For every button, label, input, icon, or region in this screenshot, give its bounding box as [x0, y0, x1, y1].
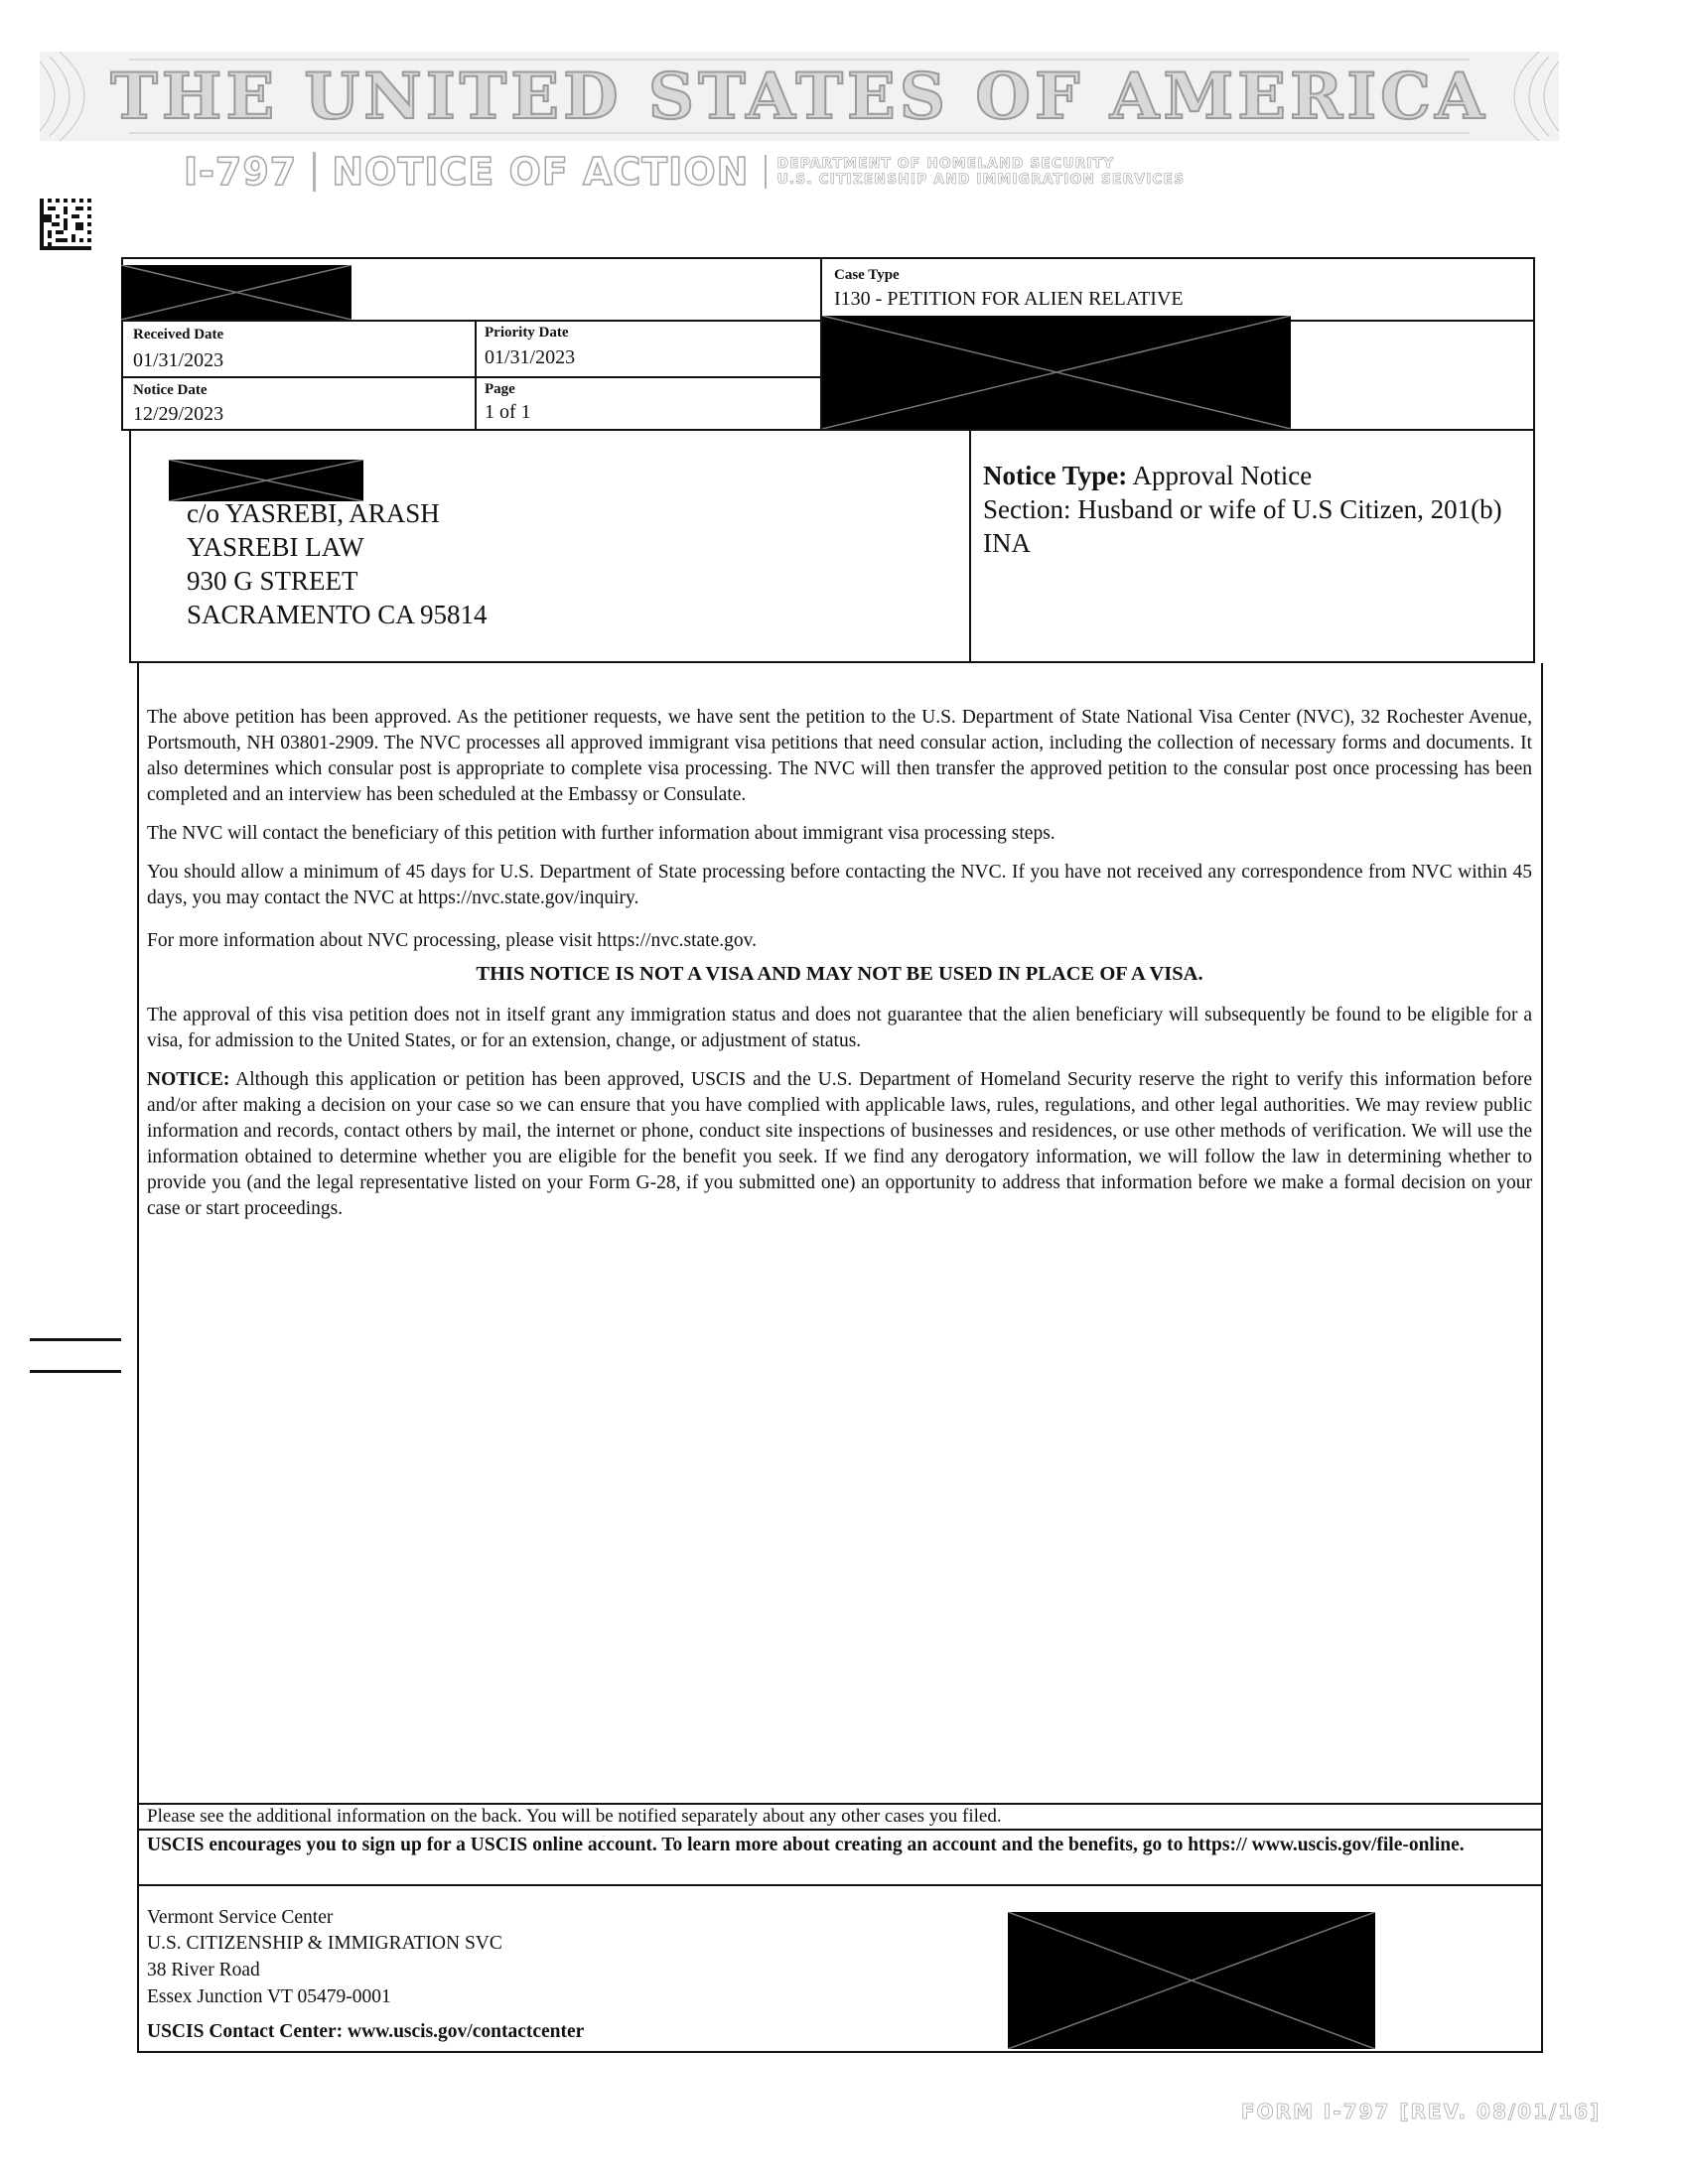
paragraph: The approval of this visa petition does not in itself grant any immigration status and does not guarantee that the alien beneficiary will subsequently be found to be eligible for a visa, for admission to the United States, or for an extension, change, or adjustment of status.	[147, 1005, 1532, 1051]
redacted-box	[822, 316, 1291, 429]
notice-section: Section: Husband or wife of U.S Citizen, 201(b) INA	[983, 494, 1502, 558]
rule	[1541, 663, 1543, 2053]
rule	[121, 376, 820, 378]
rule	[137, 2051, 1543, 2053]
form-header	[184, 147, 1185, 197]
margin-mark	[30, 1338, 121, 1341]
address-line-4: SACRAMENTO CA 95814	[187, 600, 488, 629]
notice-date-label: Notice Date	[133, 382, 208, 398]
rule	[475, 320, 477, 429]
address-line-2: YASREBI LAW	[187, 532, 364, 562]
service-center-line-4: Essex Junction VT 05479-0001	[147, 1986, 391, 2007]
page-label: Page	[485, 381, 515, 397]
visa-warning: THIS NOTICE IS NOT A VISA AND MAY NOT BE USED IN PLACE OF A VISA.	[476, 963, 1203, 985]
rule	[121, 429, 1535, 431]
form-code: I-797	[184, 150, 298, 194]
priority-date-value: 01/31/2023	[485, 346, 576, 368]
form-revision: FORM I-797 [REV. 08/01/16]	[1241, 2100, 1602, 2123]
rule	[129, 661, 1535, 663]
rule	[137, 1884, 1543, 1886]
redacted-box	[169, 460, 363, 501]
paragraph: The NVC will contact the beneficiary of this petition with further information about immigrant visa processing steps.	[147, 823, 1055, 844]
notice-type-block	[983, 459, 1539, 560]
address-line-1: c/o YASREBI, ARASH	[187, 498, 440, 528]
additional-info: Please see the additional information on the back. You will be notified separately about any other cases you filed.	[147, 1806, 1002, 1827]
notice-paragraph	[147, 1067, 1532, 1222]
paragraph: You should allow a minimum of 45 days for U.S. Department of State processing before contacting the NVC. If you have not received any correspondence from NVC within 45 days, you may contact the NVC at https://nvc.state.gov/inquiry.	[147, 862, 1532, 908]
notice-type-label: Notice Type:	[983, 461, 1128, 490]
margin-mark	[30, 1370, 121, 1373]
notice-date-value: 12/29/2023	[133, 403, 224, 425]
paragraph: For more information about NVC processing, please visit https://nvc.state.gov.	[147, 930, 757, 951]
rule	[1533, 257, 1535, 431]
service-center-line-3: 38 River Road	[147, 1960, 260, 1980]
rule	[121, 257, 1535, 259]
notice-type-value: Approval Notice	[1132, 461, 1313, 490]
received-date-value: 01/31/2023	[133, 349, 224, 371]
rule	[137, 663, 139, 2053]
divider	[313, 152, 316, 192]
page-value: 1 of 1	[485, 401, 531, 423]
notice-text: Although this application or petition has been approved, USCIS and the U.S. Department of Homeland Security reserve the right to verify this information before and/or after making a decision on your case so we can ensure that you have complied with applicable laws, rules, regulations, and other legal authorities. We may review public information and records, contact others by mail, the internet or phone, conduct site inspections of businesses and residences, or use other methods of verification. We will use the information obtained to determine whether you are eligible for the benefit you seek. If we find any derogatory information, we will follow the law in determining whether to provide you (and the legal representative listed on your Form G-28, if you submitted one) an opportunity to address that information before we make a formal decision on your case or start proceedings.	[147, 1069, 1532, 1219]
form-title: NOTICE OF ACTION	[332, 150, 750, 194]
agency-name	[776, 156, 1185, 188]
rule	[969, 429, 971, 663]
redacted-box	[121, 265, 352, 320]
agency-line-2: U.S. CITIZENSHIP AND IMMIGRATION SERVICES	[776, 172, 1186, 188]
online-account-notice: USCIS encourages you to sign up for a USCIS online account. To learn more about creating an account and the benefits, go to https:// www.uscis.gov/file-online.	[147, 1835, 1465, 1855]
case-type-value: I130 - PETITION FOR ALIEN RELATIVE	[834, 288, 1184, 310]
notice-label: NOTICE:	[147, 1069, 230, 1090]
barcode-icon	[40, 199, 91, 250]
paragraph: The above petition has been approved. As the petitioner requests, we have sent the petition to the U.S. Department of State National Visa Center (NVC), 32 Rochester Avenue, Portsmouth, NH 03801-2909. The NVC processes all approved immigrant visa petitions that need consular action, including the collection of necessary forms and documents. It also determines which consular post is appropriate to complete visa processing. The NVC will then transfer the approved petition to the consular post once processing has been completed and an interview has been scheduled at the Embassy or Consulate.	[147, 707, 1532, 805]
priority-date-label: Priority Date	[485, 325, 569, 341]
service-center-line-2: U.S. CITIZENSHIP & IMMIGRATION SVC	[147, 1933, 502, 1954]
rule	[129, 429, 131, 663]
rule	[137, 1829, 1543, 1831]
divider	[765, 155, 767, 189]
service-center-line-1: Vermont Service Center	[147, 1907, 334, 1928]
redacted-box	[1008, 1912, 1375, 2049]
agency-line-1: DEPARTMENT OF HOMELAND SECURITY	[776, 156, 1115, 172]
banner-title: THE UNITED STATES OF AMERICA	[110, 59, 1488, 134]
contact-center: USCIS Contact Center: www.uscis.gov/contactcenter	[147, 2021, 585, 2042]
case-type-label: Case Type	[834, 267, 900, 283]
received-date-label: Received Date	[133, 327, 224, 342]
address-line-3: 930 G STREET	[187, 566, 358, 596]
